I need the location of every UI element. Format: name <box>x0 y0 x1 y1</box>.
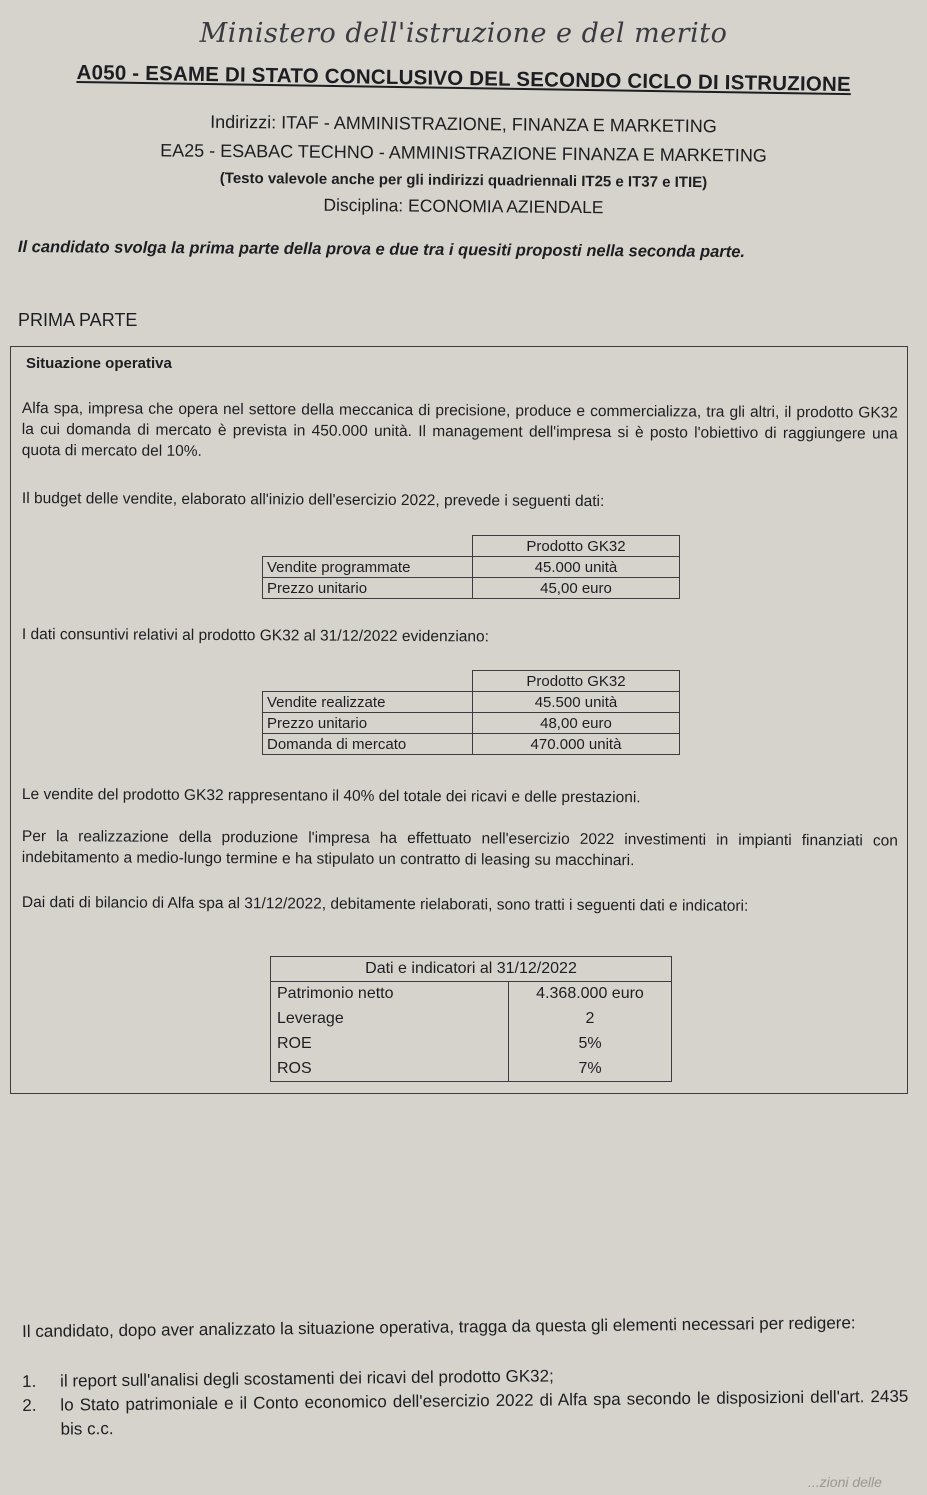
paragraph-investments: Per la realizzazione della produzione l'impresa ha effettuato nell'esercizio 2022 investimenti in impianti finanziati con indebitamento a medio-lungo termine e ha stipulato un contratto di leasing su macchinari. <box>21 828 898 870</box>
row-value: 2 <box>509 1007 672 1032</box>
row-value: 45.500 unità <box>473 692 680 713</box>
box-title: Situazione operativa <box>26 355 172 372</box>
paragraph-budget: Il budget delle vendite, elaborato all'inizio dell'esercizio 2022, prevede i seguenti dati: <box>21 489 605 511</box>
table-row <box>263 713 680 734</box>
row-value: 45.000 unità <box>473 557 680 578</box>
list-text: il report sull'analisi degli scostamenti dei ricavi del prodotto GK32; <box>60 1366 554 1391</box>
section-title: PRIMA PARTE <box>18 310 138 330</box>
row-label: ROS <box>271 1057 509 1082</box>
table-row <box>263 557 680 578</box>
validity-note: (Testo valevole anche per gli indirizzi quadriennali IT25 e IT37 e ITIE) <box>219 169 708 192</box>
list-number: 1. <box>22 1371 37 1391</box>
budget-table <box>262 535 680 599</box>
task-intro: Il candidato, dopo aver analizzato la situazione operativa, tragga da questa gli elementi necessari per redigere: <box>22 1313 856 1341</box>
disciplina-line: Disciplina: ECONOMIA AZIENDALE <box>323 194 604 218</box>
indicators-table <box>270 956 672 1082</box>
table-header: Prodotto GK32 <box>473 536 680 557</box>
table-corner <box>263 536 473 557</box>
row-label: Leverage <box>271 1007 509 1032</box>
row-value: 4.368.000 euro <box>509 982 672 1007</box>
table-row <box>271 1057 672 1082</box>
row-label: Prezzo unitario <box>263 578 473 599</box>
row-value: 470.000 unità <box>473 734 680 755</box>
row-label: ROE <box>271 1032 509 1057</box>
list-text: lo Stato patrimoniale e il Conto economico dell'esercizio 2022 di Alfa spa secondo le disposizioni dell'art. 2435 bis c.c. <box>60 1386 909 1439</box>
row-label: Patrimonio netto <box>271 982 509 1007</box>
paragraph-company: Alfa spa, impresa che opera nel settore della meccanica di precisione, produce e commercializza, tra gli altri, il prodotto GK32 la cui domanda di mercato è prevista in 450.000 unità. Il management dell'impresa si è posto l'obiettivo di raggiungere una quota di mercato del 10%. <box>21 399 898 460</box>
table-corner <box>263 671 473 692</box>
paragraph-revenue-share: Le vendite del prodotto GK32 rappresentano il 40% del totale dei ricavi e delle prestazioni. <box>21 786 641 807</box>
row-label: Vendite realizzate <box>263 692 473 713</box>
row-value: 48,00 euro <box>473 713 680 734</box>
table-row <box>271 1032 672 1057</box>
ea25-line: EA25 - ESABAC TECHNO - AMMINISTRAZIONE FINANZA E MARKETING <box>160 140 767 166</box>
table-header: Dati e indicatori al 31/12/2022 <box>271 957 672 982</box>
faded-text: ...zioni delle <box>808 1474 882 1490</box>
paragraph-actuals: I dati consuntivi relativi al prodotto GK32 al 31/12/2022 evidenziano: <box>21 626 490 646</box>
ministry-heading: Ministero dell'istruzione e del merito <box>199 18 728 49</box>
table-row <box>271 982 672 1007</box>
row-label: Domanda di mercato <box>263 734 473 755</box>
actuals-table <box>262 670 680 755</box>
table-row <box>263 692 680 713</box>
table-header: Prodotto GK32 <box>473 671 680 692</box>
row-label: Vendite programmate <box>263 557 473 578</box>
table-row <box>263 734 680 755</box>
exam-title: A050 - ESAME DI STATO CONCLUSIVO DEL SECONDO CICLO DI ISTRUZIONE <box>76 60 852 97</box>
row-value: 45,00 euro <box>473 578 680 599</box>
row-label: Prezzo unitario <box>263 713 473 734</box>
row-value: 7% <box>509 1057 672 1082</box>
task-list <box>22 1361 909 1442</box>
indirizzi-line: Indirizzi: ITAF - AMMINISTRAZIONE, FINANZA E MARKETING <box>210 111 717 137</box>
list-number: 2. <box>22 1395 37 1415</box>
candidate-instruction: Il candidato svolga la prima parte della prova e due tra i quesiti proposti nella seconda parte. <box>17 237 746 262</box>
table-row <box>263 578 680 599</box>
paragraph-balance-data: Dai dati di bilancio di Alfa spa al 31/12/2022, debitamente rielaborati, sono tratti i seguenti dati e indicatori: <box>21 894 749 915</box>
list-item <box>22 1385 908 1442</box>
row-value: 5% <box>509 1032 672 1057</box>
table-row <box>271 1007 672 1032</box>
